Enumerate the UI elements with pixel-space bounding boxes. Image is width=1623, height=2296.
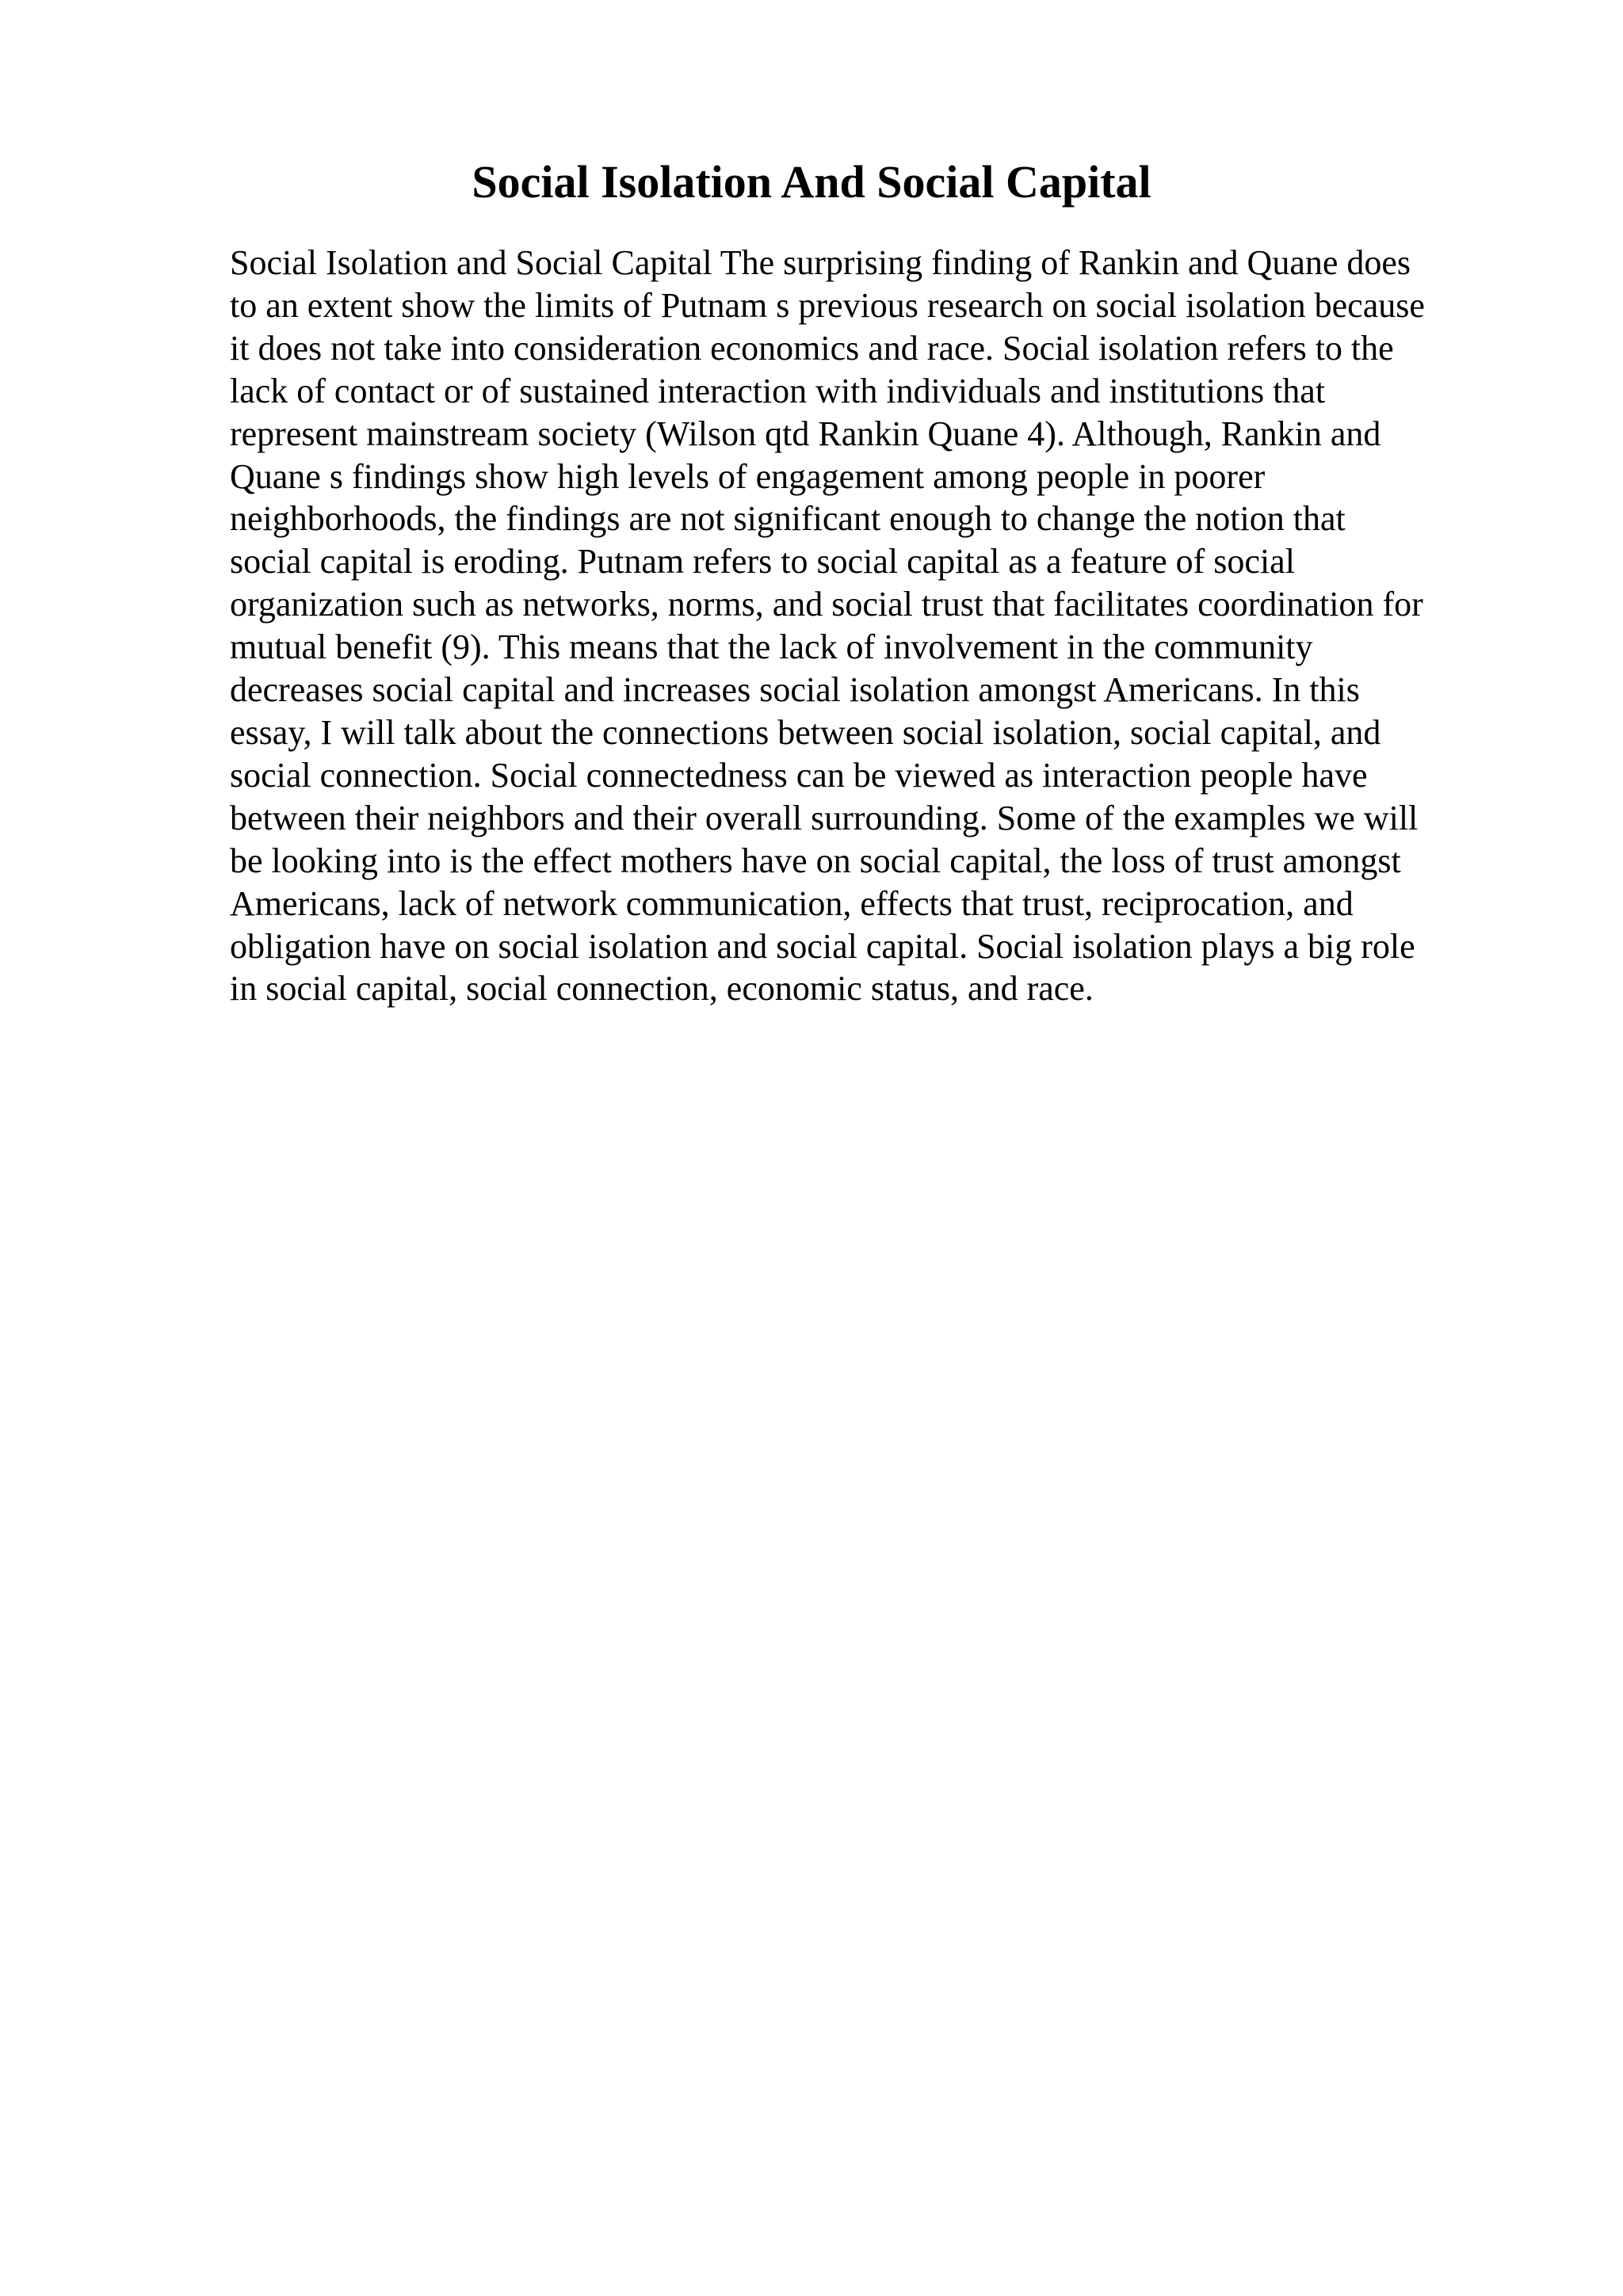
body-line: essay, I will talk about the connections between social isolation, social capital, and	[230, 712, 1381, 752]
body-line: social connection. Social connectedness can be viewed as interaction people have	[230, 755, 1368, 795]
body-line: it does not take into consideration economics and race. Social isolation refers to the	[230, 328, 1394, 368]
body-line: in social capital, social connection, economic status, and race.	[230, 969, 1094, 1009]
body-line: be looking into is the effect mothers have on social capital, the loss of trust amongst	[230, 841, 1401, 880]
body-line: Americans, lack of network communication, effects that trust, reciprocation, and	[230, 883, 1354, 923]
body-line: decreases social capital and increases social isolation amongst Americans. In this	[230, 670, 1360, 710]
body-line: Quane s findings show high levels of engagement among people in poorer	[230, 456, 1266, 496]
document-body	[230, 242, 1529, 1010]
body-line: organization such as networks, norms, and social trust that facilitates coordination for	[230, 585, 1423, 624]
document-title: Social Isolation And Social Capital	[472, 156, 1151, 208]
body-line: lack of contact or of sustained interaction with individuals and institutions that	[230, 371, 1326, 410]
body-line: to an extent show the limits of Putnam s previous research on social isolation because	[230, 285, 1425, 325]
body-line: neighborhoods, the findings are not significant enough to change the notion that	[230, 499, 1346, 539]
body-line: mutual benefit (9). This means that the lack of involvement in the community	[230, 627, 1313, 667]
body-line: between their neighbors and their overall surrounding. Some of the examples we will	[230, 798, 1419, 837]
body-line: social capital is eroding. Putnam refers to social capital as a feature of social	[230, 542, 1295, 582]
body-line: obligation have on social isolation and social capital. Social isolation plays a big role	[230, 926, 1415, 966]
body-line: Social Isolation and Social Capital The surprising finding of Rankin and Quane does	[230, 243, 1411, 282]
body-line: represent mainstream society (Wilson qtd Rankin Quane 4). Although, Rankin and	[230, 414, 1381, 453]
